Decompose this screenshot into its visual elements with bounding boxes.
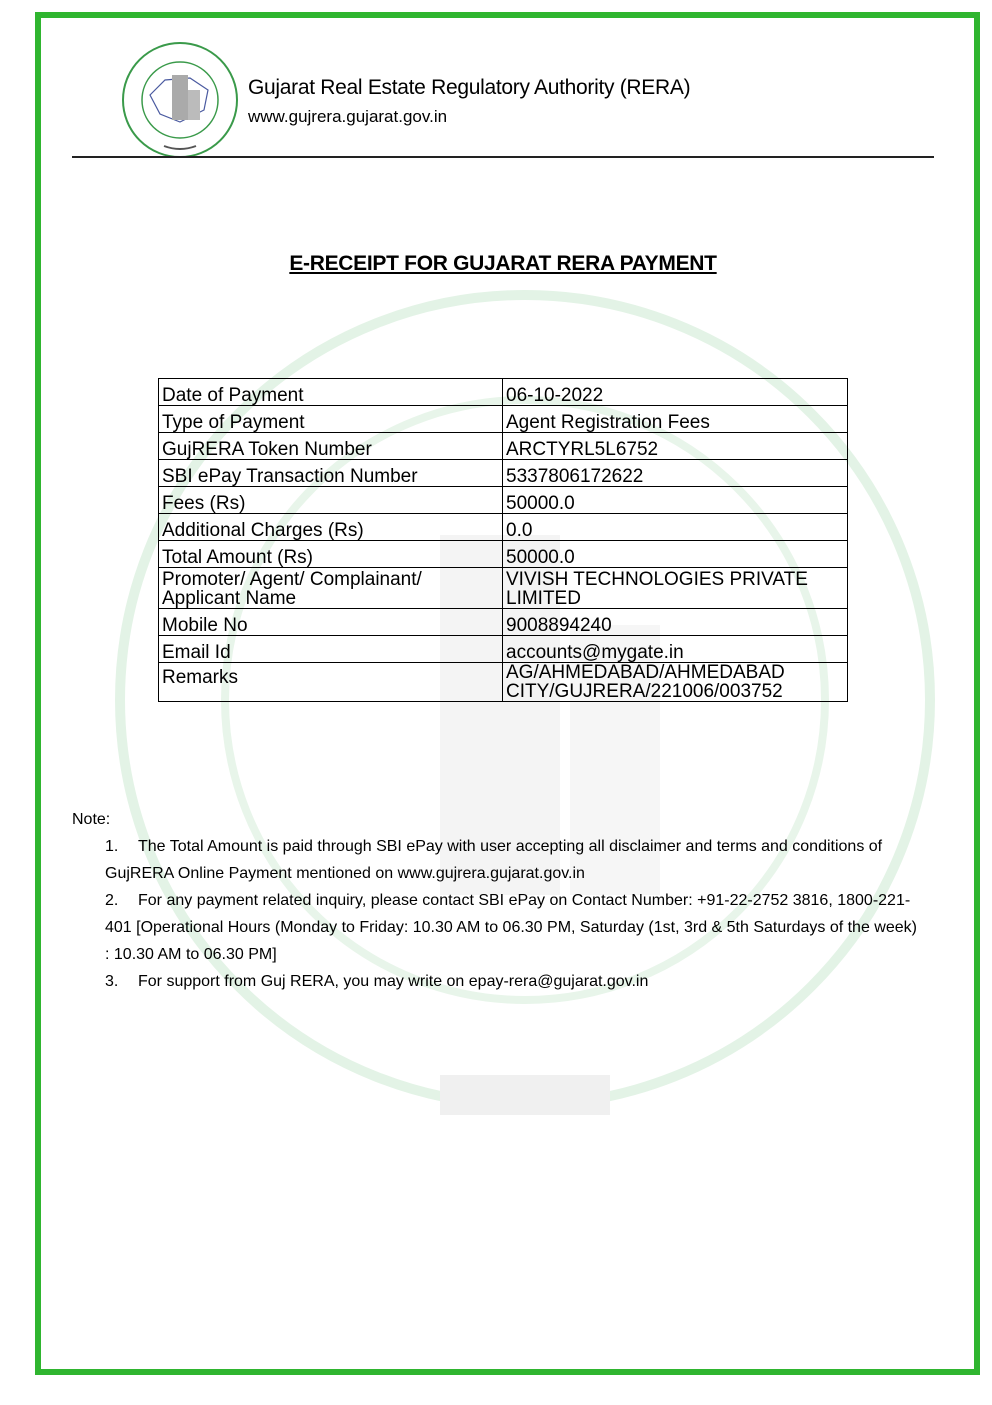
row-value: 0.0 <box>503 514 848 541</box>
row-label: Mobile No <box>159 609 503 636</box>
note-text: For support from Guj RERA, you may write on epay-rera@gujarat.gov.in <box>138 973 649 990</box>
row-value: VIVISH TECHNOLOGIES PRIVATE LIMITED <box>503 568 848 609</box>
row-value: 50000.0 <box>503 487 848 514</box>
receipt-title: E-RECEIPT FOR GUJARAT RERA PAYMENT <box>289 252 717 275</box>
table-row <box>159 406 848 433</box>
table-row <box>159 609 848 636</box>
note-text: The Total Amount is paid through SBI ePay with user accepting all disclaimer and terms and conditions of GujRERA Online Payment mentioned on www.gujrera.gujarat.gov.in <box>105 838 883 882</box>
note-label: Note: <box>72 811 111 828</box>
table-row <box>159 663 848 702</box>
note-item <box>105 968 925 995</box>
row-label: Fees (Rs) <box>159 487 503 514</box>
row-value: 06-10-2022 <box>503 379 848 406</box>
row-value: 50000.0 <box>503 541 848 568</box>
row-label: Additional Charges (Rs) <box>159 514 503 541</box>
row-value: ARCTYRL5L6752 <box>503 433 848 460</box>
note-number: 1. <box>105 838 119 855</box>
note-item <box>105 887 925 968</box>
table-row <box>159 514 848 541</box>
note-item <box>105 833 925 887</box>
table-row <box>159 379 848 406</box>
gujrera-logo <box>120 40 240 160</box>
row-label: Remarks <box>159 663 503 702</box>
note-list <box>105 833 925 995</box>
row-label: Total Amount (Rs) <box>159 541 503 568</box>
row-label: Date of Payment <box>159 379 503 406</box>
table-row <box>159 636 848 663</box>
note-text: For any payment related inquiry, please contact SBI ePay on Contact Number: +91-22-2752 3816, 1800-221-401 [Operational Hours (Monday to Friday: 10.30 AM to 06.30 PM, Saturday (1st, 3rd & 5th Saturdays of the week) : 10.30 AM to 06.30 PM] <box>105 892 917 963</box>
row-label: Promoter/ Agent/ Complainant/ Applicant Name <box>159 568 503 609</box>
table-row <box>159 460 848 487</box>
row-label: Email Id <box>159 636 503 663</box>
row-value: 9008894240 <box>503 609 848 636</box>
row-label: Type of Payment <box>159 406 503 433</box>
org-name: Gujarat Real Estate Regulatory Authority (RERA) <box>248 76 691 99</box>
table-row <box>159 433 848 460</box>
org-url: www.gujrera.gujarat.gov.in <box>248 107 448 126</box>
row-value: accounts@mygate.in <box>503 636 848 663</box>
table-row <box>159 541 848 568</box>
row-label: GujRERA Token Number <box>159 433 503 460</box>
row-value: Agent Registration Fees <box>503 406 848 433</box>
table-row <box>159 487 848 514</box>
row-value: AG/AHMEDABAD/AHMEDABAD CITY/GUJRERA/221006/003752 <box>503 663 848 702</box>
table-row <box>159 568 848 609</box>
payment-details-table <box>158 378 848 702</box>
row-label: SBI ePay Transaction Number <box>159 460 503 487</box>
header-divider <box>72 156 934 158</box>
note-number: 2. <box>105 892 119 909</box>
row-value: 5337806172622 <box>503 460 848 487</box>
note-number: 3. <box>105 973 119 990</box>
